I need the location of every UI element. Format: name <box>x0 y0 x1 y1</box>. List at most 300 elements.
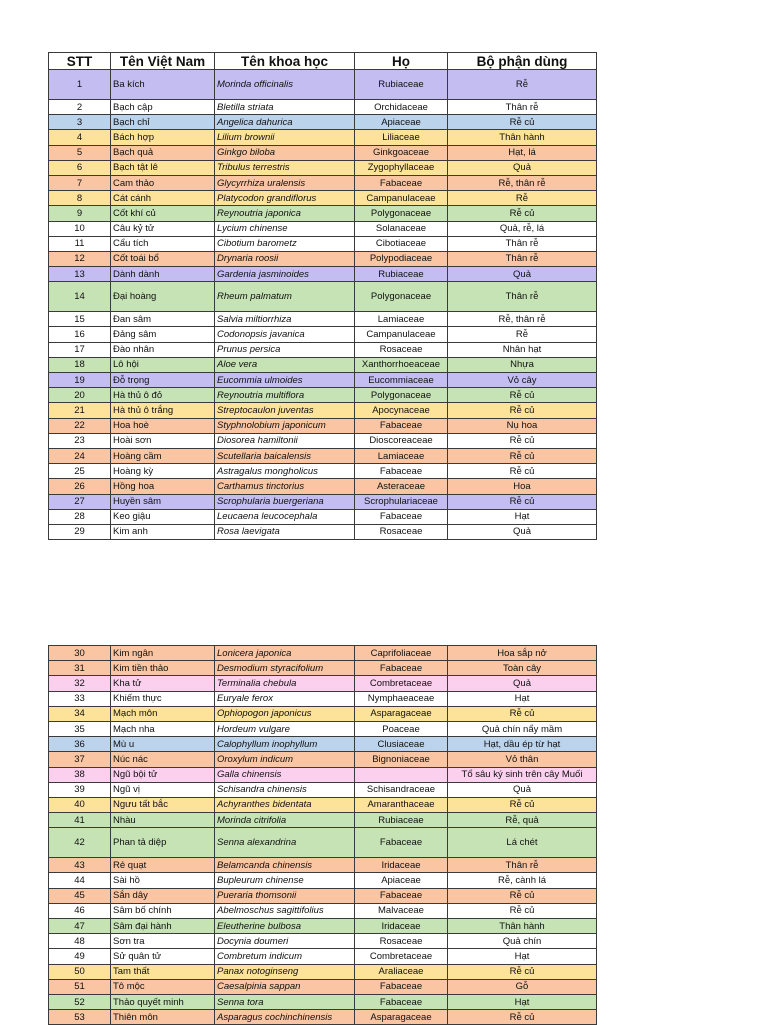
scientific-name: Achyranthes bidentata <box>215 797 355 812</box>
part-used: Rễ củ <box>448 964 597 979</box>
table-row <box>49 782 597 797</box>
family-name: Asparagaceae <box>355 706 448 721</box>
vietnamese-name: Đan sâm <box>111 312 215 327</box>
table-row <box>49 175 597 190</box>
header-vietnamese-name: Tên Việt Nam <box>111 53 215 70</box>
family-name: Combretaceae <box>355 676 448 691</box>
part-used: Rễ củ <box>448 388 597 403</box>
row-number: 34 <box>49 706 111 721</box>
row-number: 21 <box>49 403 111 418</box>
family-name: Nymphaeaceae <box>355 691 448 706</box>
table-row <box>49 464 597 479</box>
vietnamese-name: Hà thủ ô đỏ <box>111 388 215 403</box>
vietnamese-name: Hoàng kỳ <box>111 464 215 479</box>
vietnamese-name: Mạch nha <box>111 721 215 736</box>
scientific-name: Codonopsis javanica <box>215 327 355 342</box>
family-name: Malvaceae <box>355 903 448 918</box>
vietnamese-name: Khiếm thực <box>111 691 215 706</box>
table-row <box>49 373 597 388</box>
part-used: Rễ <box>448 327 597 342</box>
header-scientific-name: Tên khoa học <box>215 53 355 70</box>
table-row <box>49 949 597 964</box>
vietnamese-name: Câu kỷ tử <box>111 221 215 236</box>
scientific-name: Prunus persica <box>215 342 355 357</box>
scientific-name: Belamcanda chinensis <box>215 858 355 873</box>
row-number: 51 <box>49 979 111 994</box>
scientific-name: Aloe vera <box>215 357 355 372</box>
table-row <box>49 388 597 403</box>
vietnamese-name: Bạch quả <box>111 145 215 160</box>
row-number: 15 <box>49 312 111 327</box>
vietnamese-name: Rẻ quạt <box>111 858 215 873</box>
part-used: Thân rễ <box>448 236 597 251</box>
family-name: Scrophulariaceae <box>355 494 448 509</box>
part-used: Rễ củ <box>448 206 597 221</box>
part-used: Thân rễ <box>448 100 597 115</box>
part-used: Rễ củ <box>448 448 597 463</box>
part-used: Quả, rễ, lá <box>448 221 597 236</box>
scientific-name: Calophyllum inophyllum <box>215 737 355 752</box>
scientific-name: Reynoutria multiflora <box>215 388 355 403</box>
part-used: Lá chét <box>448 828 597 858</box>
vietnamese-name: Bạch tật lê <box>111 160 215 175</box>
row-number: 35 <box>49 721 111 736</box>
row-number: 53 <box>49 1010 111 1025</box>
family-name: Araliaceae <box>355 964 448 979</box>
vietnamese-name: Dành dành <box>111 267 215 282</box>
table-row <box>49 873 597 888</box>
scientific-name: Terminalia chebula <box>215 676 355 691</box>
part-used: Hạt, dầu ép từ hạt <box>448 737 597 752</box>
part-used: Vỏ cây <box>448 373 597 388</box>
part-used: Rễ củ <box>448 433 597 448</box>
header-stt: STT <box>49 53 111 70</box>
scientific-name: Cibotium barometz <box>215 236 355 251</box>
row-number: 16 <box>49 327 111 342</box>
scientific-name: Ginkgo biloba <box>215 145 355 160</box>
part-used: Hạt <box>448 509 597 524</box>
part-used: Vỏ thân <box>448 752 597 767</box>
vietnamese-name: Hoa hoè <box>111 418 215 433</box>
part-used: Hạt <box>448 691 597 706</box>
row-number: 49 <box>49 949 111 964</box>
vietnamese-name: Cam thảo <box>111 175 215 190</box>
scientific-name: Senna tora <box>215 994 355 1009</box>
family-name: Rosaceae <box>355 524 448 539</box>
vietnamese-name: Nhàu <box>111 813 215 828</box>
scientific-name: Styphnolobium japonicum <box>215 418 355 433</box>
vietnamese-name: Cát cánh <box>111 191 215 206</box>
table-row <box>49 919 597 934</box>
vietnamese-name: Ngũ vị <box>111 782 215 797</box>
table-row <box>49 100 597 115</box>
scientific-name: Pueraria thomsonii <box>215 888 355 903</box>
scientific-name: Docynia doumeri <box>215 934 355 949</box>
table-row <box>49 903 597 918</box>
row-number: 19 <box>49 373 111 388</box>
table-row <box>49 721 597 736</box>
vietnamese-name: Phan tả diệp <box>111 828 215 858</box>
part-used: Rễ củ <box>448 706 597 721</box>
part-used: Quả <box>448 267 597 282</box>
vietnamese-name: Đảng sâm <box>111 327 215 342</box>
part-used: Rễ củ <box>448 115 597 130</box>
family-name: Fabaceae <box>355 888 448 903</box>
family-name: Fabaceae <box>355 418 448 433</box>
part-used: Nhựa <box>448 357 597 372</box>
scientific-name: Bupleurum chinense <box>215 873 355 888</box>
row-number: 22 <box>49 418 111 433</box>
vietnamese-name: Kim ngân <box>111 646 215 661</box>
vietnamese-name: Hoài sơn <box>111 433 215 448</box>
family-name: Rosaceae <box>355 934 448 949</box>
table-row <box>49 342 597 357</box>
row-number: 36 <box>49 737 111 752</box>
part-used: Quả chín nẩy mầm <box>448 721 597 736</box>
vietnamese-name: Kim anh <box>111 524 215 539</box>
scientific-name: Oroxylum indicum <box>215 752 355 767</box>
row-number: 29 <box>49 524 111 539</box>
table-body <box>49 646 597 1025</box>
scientific-name: Scutellaria baicalensis <box>215 448 355 463</box>
vietnamese-name: Hà thủ ô trắng <box>111 403 215 418</box>
scientific-name: Tribulus terrestris <box>215 160 355 175</box>
table-row <box>49 767 597 782</box>
table-row <box>49 145 597 160</box>
family-name: Fabaceae <box>355 994 448 1009</box>
scientific-name: Lycium chinense <box>215 221 355 236</box>
family-name: Liliaceae <box>355 130 448 145</box>
vietnamese-name: Hoàng cầm <box>111 448 215 463</box>
table-row <box>49 282 597 312</box>
vietnamese-name: Bạch cập <box>111 100 215 115</box>
vietnamese-name: Huyền sâm <box>111 494 215 509</box>
part-used: Rễ, cành lá <box>448 873 597 888</box>
part-used: Hạt <box>448 994 597 1009</box>
table-row <box>49 130 597 145</box>
family-name: Iridaceae <box>355 858 448 873</box>
family-name: Rubiaceae <box>355 70 448 100</box>
table-row <box>49 403 597 418</box>
part-used: Tổ sâu ký sinh trên cây Muối <box>448 767 597 782</box>
part-used: Rễ củ <box>448 797 597 812</box>
table-body <box>49 70 597 540</box>
scientific-name: Bletilla striata <box>215 100 355 115</box>
scientific-name: Reynoutria japonica <box>215 206 355 221</box>
table-row <box>49 115 597 130</box>
table-row <box>49 418 597 433</box>
family-name: Apiaceae <box>355 873 448 888</box>
family-name: Orchidaceae <box>355 100 448 115</box>
vietnamese-name: Hồng hoa <box>111 479 215 494</box>
table-row <box>49 1010 597 1025</box>
row-number: 18 <box>49 357 111 372</box>
table-row <box>49 433 597 448</box>
row-number: 13 <box>49 267 111 282</box>
scientific-name: Rosa laevigata <box>215 524 355 539</box>
part-used: Rễ củ <box>448 903 597 918</box>
part-used: Toàn cây <box>448 661 597 676</box>
scientific-name: Morinda officinalis <box>215 70 355 100</box>
row-number: 48 <box>49 934 111 949</box>
family-name: Iridaceae <box>355 919 448 934</box>
part-used: Hạt, lá <box>448 145 597 160</box>
table-row <box>49 676 597 691</box>
row-number: 11 <box>49 236 111 251</box>
part-used: Gỗ <box>448 979 597 994</box>
scientific-name: Carthamus tinctorius <box>215 479 355 494</box>
family-name: Poaceae <box>355 721 448 736</box>
row-number: 25 <box>49 464 111 479</box>
family-name: Polypodiaceae <box>355 251 448 266</box>
scientific-name: Salvia miltiorrhiza <box>215 312 355 327</box>
vietnamese-name: Đào nhân <box>111 342 215 357</box>
row-number: 37 <box>49 752 111 767</box>
row-number: 12 <box>49 251 111 266</box>
row-number: 52 <box>49 994 111 1009</box>
header-part-used: Bộ phận dùng <box>448 53 597 70</box>
family-name: Asteraceae <box>355 479 448 494</box>
scientific-name: Diosorea hamiltonii <box>215 433 355 448</box>
part-used: Rễ <box>448 191 597 206</box>
scientific-name: Leucaena leucocephala <box>215 509 355 524</box>
vietnamese-name: Sâm đại hành <box>111 919 215 934</box>
table-row <box>49 160 597 175</box>
scientific-name: Asparagus cochinchinensis <box>215 1010 355 1025</box>
scientific-name: Euryale ferox <box>215 691 355 706</box>
family-name: Campanulaceae <box>355 191 448 206</box>
row-number: 1 <box>49 70 111 100</box>
scientific-name: Eucommia ulmoides <box>215 373 355 388</box>
part-used: Hoa sắp nở <box>448 646 597 661</box>
scientific-name: Lonicera japonica <box>215 646 355 661</box>
table-row <box>49 327 597 342</box>
row-number: 46 <box>49 903 111 918</box>
scientific-name: Lilium brownii <box>215 130 355 145</box>
table-row <box>49 979 597 994</box>
family-name: Rosaceae <box>355 342 448 357</box>
family-name: Fabaceae <box>355 464 448 479</box>
row-number: 4 <box>49 130 111 145</box>
scientific-name: Hordeum vulgare <box>215 721 355 736</box>
scientific-name: Streptocaulon juventas <box>215 403 355 418</box>
scientific-name: Morinda citrifolia <box>215 813 355 828</box>
scientific-name: Ophiopogon japonicus <box>215 706 355 721</box>
vietnamese-name: Thiên môn <box>111 1010 215 1025</box>
scientific-name: Senna alexandrina <box>215 828 355 858</box>
scientific-name: Scrophularia buergeriana <box>215 494 355 509</box>
part-used: Rễ củ <box>448 464 597 479</box>
family-name: Fabaceae <box>355 828 448 858</box>
table-row <box>49 646 597 661</box>
scientific-name: Glycyrrhiza uralensis <box>215 175 355 190</box>
family-name: Rubiaceae <box>355 267 448 282</box>
family-name: Fabaceae <box>355 509 448 524</box>
part-used: Rễ, quả <box>448 813 597 828</box>
part-used: Rễ, thân rễ <box>448 175 597 190</box>
table-row <box>49 267 597 282</box>
family-name: Apocynaceae <box>355 403 448 418</box>
family-name: Bignoniaceae <box>355 752 448 767</box>
family-name <box>355 767 448 782</box>
vietnamese-name: Sơn tra <box>111 934 215 949</box>
part-used: Quả chín <box>448 934 597 949</box>
table-row <box>49 858 597 873</box>
table-row <box>49 934 597 949</box>
part-used: Thân hành <box>448 130 597 145</box>
family-name: Cibotiaceae <box>355 236 448 251</box>
row-number: 43 <box>49 858 111 873</box>
table-row <box>49 661 597 676</box>
row-number: 6 <box>49 160 111 175</box>
table-row <box>49 691 597 706</box>
row-number: 14 <box>49 282 111 312</box>
row-number: 39 <box>49 782 111 797</box>
family-name: Polygonaceae <box>355 206 448 221</box>
vietnamese-name: Keo giậu <box>111 509 215 524</box>
scientific-name: Gardenia jasminoides <box>215 267 355 282</box>
row-number: 31 <box>49 661 111 676</box>
scientific-name: Angelica dahurica <box>215 115 355 130</box>
family-name: Clusiaceae <box>355 737 448 752</box>
row-number: 2 <box>49 100 111 115</box>
row-number: 20 <box>49 388 111 403</box>
vietnamese-name: Bách hợp <box>111 130 215 145</box>
part-used: Hoa <box>448 479 597 494</box>
part-used: Nhân hạt <box>448 342 597 357</box>
part-used: Rễ củ <box>448 403 597 418</box>
table-row <box>49 448 597 463</box>
family-name: Asparagaceae <box>355 1010 448 1025</box>
scientific-name: Rheum palmatum <box>215 282 355 312</box>
vietnamese-name: Tam thất <box>111 964 215 979</box>
table-row <box>49 509 597 524</box>
table-row <box>49 357 597 372</box>
family-name: Lamiaceae <box>355 312 448 327</box>
vietnamese-name: Mạch môn <box>111 706 215 721</box>
row-number: 9 <box>49 206 111 221</box>
vietnamese-name: Tô mộc <box>111 979 215 994</box>
scientific-name: Eleutherine bulbosa <box>215 919 355 934</box>
table-row <box>49 752 597 767</box>
table-row <box>49 828 597 858</box>
scientific-name: Panax notoginseng <box>215 964 355 979</box>
vietnamese-name: Kha tử <box>111 676 215 691</box>
part-used: Rễ củ <box>448 1010 597 1025</box>
vietnamese-name: Sâm bố chính <box>111 903 215 918</box>
row-number: 47 <box>49 919 111 934</box>
row-number: 28 <box>49 509 111 524</box>
row-number: 30 <box>49 646 111 661</box>
family-name: Polygonaceae <box>355 388 448 403</box>
family-name: Fabaceae <box>355 979 448 994</box>
table-row <box>49 706 597 721</box>
row-number: 3 <box>49 115 111 130</box>
table-row <box>49 888 597 903</box>
vietnamese-name: Ngưu tất bắc <box>111 797 215 812</box>
row-number: 17 <box>49 342 111 357</box>
scientific-name: Abelmoschus sagittifolius <box>215 903 355 918</box>
family-name: Polygonaceae <box>355 282 448 312</box>
part-used: Hạt <box>448 949 597 964</box>
part-used: Quả <box>448 524 597 539</box>
table-row <box>49 737 597 752</box>
row-number: 24 <box>49 448 111 463</box>
row-number: 40 <box>49 797 111 812</box>
row-number: 50 <box>49 964 111 979</box>
row-number: 44 <box>49 873 111 888</box>
row-number: 23 <box>49 433 111 448</box>
table-row <box>49 964 597 979</box>
row-number: 32 <box>49 676 111 691</box>
family-name: Xanthorrhoeaceae <box>355 357 448 372</box>
scientific-name: Drynaria roosii <box>215 251 355 266</box>
vietnamese-name: Lô hội <box>111 357 215 372</box>
family-name: Amaranthaceae <box>355 797 448 812</box>
row-number: 10 <box>49 221 111 236</box>
part-used: Quả <box>448 782 597 797</box>
row-number: 26 <box>49 479 111 494</box>
part-used: Thân rễ <box>448 282 597 312</box>
vietnamese-name: Ngũ bội tử <box>111 767 215 782</box>
table-row <box>49 479 597 494</box>
table-row <box>49 191 597 206</box>
family-name: Schisandraceae <box>355 782 448 797</box>
table-row <box>49 524 597 539</box>
part-used: Thân rễ <box>448 858 597 873</box>
scientific-name: Galla chinensis <box>215 767 355 782</box>
vietnamese-name: Cẩu tích <box>111 236 215 251</box>
table-row <box>49 994 597 1009</box>
table-row <box>49 797 597 812</box>
family-name: Solanaceae <box>355 221 448 236</box>
table-row <box>49 236 597 251</box>
header-family: Họ <box>355 53 448 70</box>
table-row <box>49 251 597 266</box>
row-number: 42 <box>49 828 111 858</box>
row-number: 45 <box>49 888 111 903</box>
vietnamese-name: Sử quân tử <box>111 949 215 964</box>
row-number: 7 <box>49 175 111 190</box>
family-name: Eucommiaceae <box>355 373 448 388</box>
scientific-name: Schisandra chinensis <box>215 782 355 797</box>
herb-table-part-2 <box>48 645 597 1025</box>
vietnamese-name: Kim tiền thảo <box>111 661 215 676</box>
table-row <box>49 221 597 236</box>
table-header-row <box>49 53 597 70</box>
family-name: Ginkgoaceae <box>355 145 448 160</box>
vietnamese-name: Cốt toái bổ <box>111 251 215 266</box>
family-name: Campanulaceae <box>355 327 448 342</box>
table-row <box>49 70 597 100</box>
family-name: Combretaceae <box>355 949 448 964</box>
family-name: Apiaceae <box>355 115 448 130</box>
vietnamese-name: Sài hồ <box>111 873 215 888</box>
vietnamese-name: Mù u <box>111 737 215 752</box>
scientific-name: Astragalus mongholicus <box>215 464 355 479</box>
vietnamese-name: Cốt khí củ <box>111 206 215 221</box>
family-name: Caprifoliaceae <box>355 646 448 661</box>
part-used: Quả <box>448 160 597 175</box>
scientific-name: Platycodon grandiflorus <box>215 191 355 206</box>
row-number: 27 <box>49 494 111 509</box>
row-number: 5 <box>49 145 111 160</box>
table-row <box>49 494 597 509</box>
family-name: Rubiaceae <box>355 813 448 828</box>
family-name: Fabaceae <box>355 661 448 676</box>
herb-table-part-1 <box>48 52 597 540</box>
vietnamese-name: Thảo quyết minh <box>111 994 215 1009</box>
